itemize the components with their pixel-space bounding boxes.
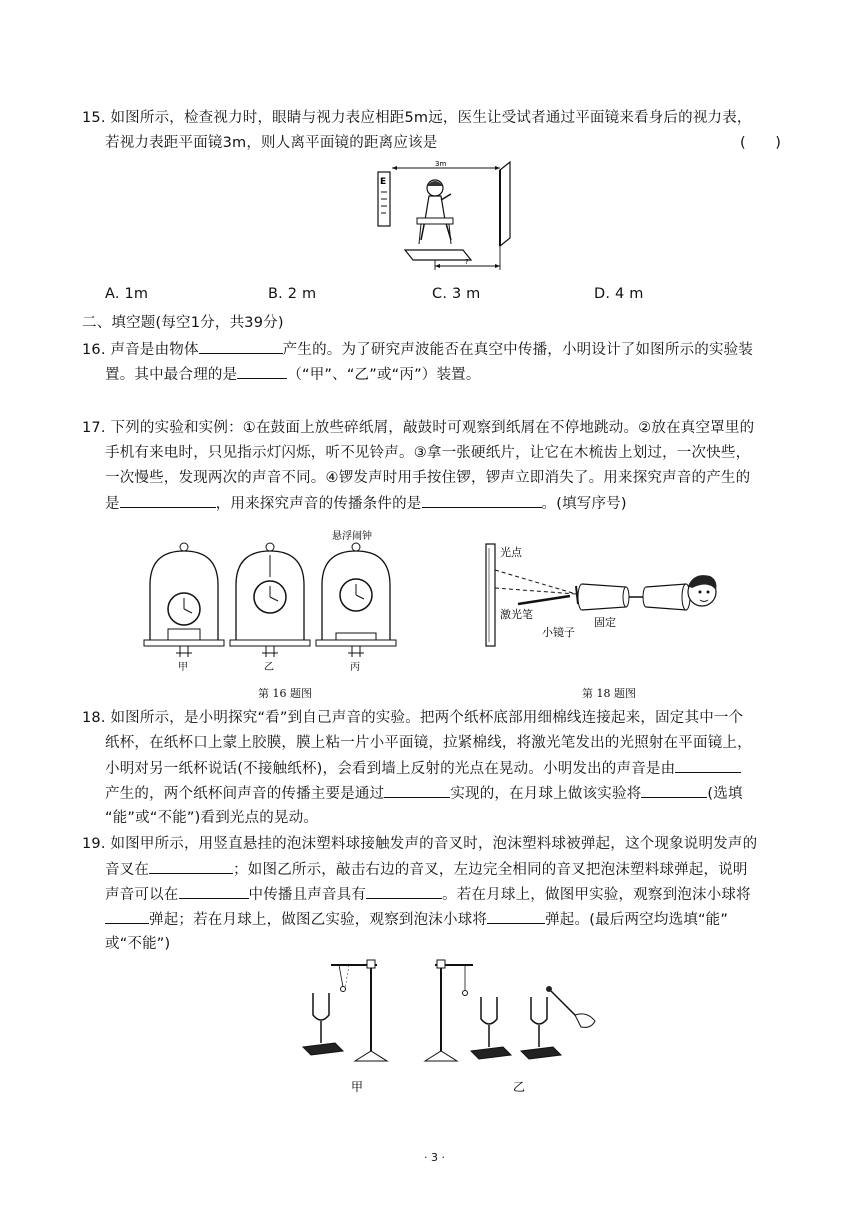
q19-text-d: 中传播且声音具有	[248, 887, 367, 903]
fig16-label-jia: 甲	[178, 662, 188, 673]
fig-unknown-label: ?	[465, 258, 469, 266]
hand	[575, 1014, 595, 1028]
wall	[486, 544, 495, 646]
q18-text-c: 实现的，在月球上做该实验将	[450, 786, 642, 802]
q19-blank-1[interactable]	[149, 859, 233, 874]
fig18-cup-phone	[478, 540, 718, 670]
q18-line2: 纸杯，在纸杯口上蒙上胶膜，膜上粘一片小平面镜，拉紧棉线，将激光笔发出的光照射在平面镜上，	[105, 735, 752, 751]
eye-chart-letter: E	[380, 177, 387, 187]
fig-distance-label: 3m	[435, 160, 447, 168]
q19-line5: 或“不能”)	[105, 936, 171, 952]
q16-text-a: 16. 声音是由物体	[82, 342, 199, 358]
fig19-tuning-forks	[295, 955, 605, 1095]
fig16-label-yi: 乙	[264, 662, 274, 673]
q18-blank-1[interactable]	[675, 758, 741, 773]
q18-line4	[105, 783, 743, 804]
fig18-label-mirror: 小镜子	[542, 626, 575, 639]
fig18-caption: 第 18 题图	[582, 687, 636, 700]
bell-jar-yi	[230, 543, 310, 657]
laser-pen	[518, 596, 570, 604]
fig16-bell-jars	[140, 525, 400, 675]
fig18-label-laser: 激光笔	[500, 608, 533, 621]
q19-blank-5[interactable]	[487, 909, 545, 924]
q19-text-g: 弹起。(最后两空均选填“能”	[545, 912, 729, 928]
q15-line1: 15. 如图所示，检查视力时，眼睛与视力表应相距5m远，医生让受试者通过平面镜来看身后的视力表，	[82, 110, 752, 126]
q19-blank-3[interactable]	[366, 884, 442, 899]
q19-line3	[105, 884, 751, 905]
q18-blank-2[interactable]	[384, 783, 450, 798]
q17-line3: 一次慢些，发现两次的声音不同。④锣发声时用手按住锣，锣声立即消失了。用来探究声音的产生的	[105, 470, 751, 486]
q15-mirror-figure	[365, 158, 525, 273]
q17-text-c: 。(填写序号)	[541, 496, 627, 512]
q15-option-d: D. 4 m	[594, 286, 644, 302]
q16-text-b: 产生的。为了研究声波能否在真空中传播，小明设计了如图所示的实验装	[282, 342, 754, 358]
q18-line3	[105, 758, 741, 779]
q19-text-c: 声音可以在	[105, 887, 179, 903]
q19-line1: 19. 如图甲所示，用竖直悬挂的泡沫塑料球接触发声的音叉时，泡沫塑料球被弹起，这个现象说明发声的	[82, 836, 758, 852]
q16-text-c: 置。其中最合理的是	[105, 367, 238, 383]
q19-blank-2[interactable]	[179, 884, 249, 899]
q17-line4	[105, 493, 627, 514]
q18-blank-3[interactable]	[641, 783, 707, 798]
bell-jar-bing	[316, 543, 396, 657]
q16-text-d: （“甲”、“乙”或“丙”）装置。	[287, 367, 481, 383]
q19-text-e: 。若在月球上，做图甲实验，观察到泡沫小球将	[442, 887, 751, 903]
fig19-setup-jia	[303, 960, 387, 1061]
q16-blank-2[interactable]	[237, 364, 287, 379]
q18-text-d: (选填	[707, 786, 743, 802]
q18-line5: “能”或“不能”)看到光点的晃动。	[105, 810, 319, 826]
fig19-setup-yi	[425, 960, 595, 1061]
section-title: 二、填空题(每空1分，共39分)	[82, 315, 284, 331]
bell-jar-jia	[144, 543, 224, 657]
q18-line1: 18. 如图所示，是小明探究“看”到自己声音的实验。把两个纸杯底部用细棉线连接起来，固定其中一个	[82, 710, 744, 726]
q19-blank-4[interactable]	[105, 909, 149, 924]
plane-mirror	[500, 162, 510, 246]
page-number: · 3 ·	[424, 1151, 445, 1164]
q17-text-a: 是	[105, 496, 120, 512]
q15-answer-paren: ( )	[740, 135, 782, 151]
q15-option-a: A. 1m	[105, 286, 149, 302]
q17-text-b: ，用来探究声音的传播条件的是	[215, 496, 422, 512]
q16-blank-1[interactable]	[199, 339, 283, 354]
fig16-top-label: 悬浮闹钟	[332, 531, 372, 542]
fig18-label-fixed: 固定	[594, 616, 616, 629]
fig16-label-bing: 丙	[350, 662, 360, 673]
q15-line2: 若视力表距平面镜3m，则人离平面镜的距离应该是	[105, 135, 438, 151]
q17-line2: 手机有来电时，只见指示灯闪烁，听不见铃声。③拿一张硬纸片，让它在木梳齿上划过，一次快些，	[105, 445, 751, 461]
q18-text-b: 产生的，两个纸杯间声音的传播主要是通过	[105, 786, 385, 802]
fig19-label-yi: 乙	[513, 1080, 526, 1094]
q17-blank-2[interactable]	[422, 493, 542, 508]
fig18-label-light: 光点	[500, 546, 522, 559]
fig16-caption: 第 16 题图	[258, 687, 312, 700]
q19-text-f: 弹起；若在月球上，做图乙实验，观察到泡沫小球将	[149, 912, 488, 928]
q15-option-b: B. 2 m	[268, 286, 317, 302]
q17-line1: 17. 下列的实验和实例：①在鼓面上放些碎纸屑，敲鼓时可观察到纸屑在不停地跳动。②放在真空罩里的	[82, 420, 755, 436]
fig19-label-jia: 甲	[351, 1080, 364, 1094]
q19-text-a: 音叉在	[105, 862, 150, 878]
q19-line2	[105, 859, 748, 880]
q19-line4	[105, 909, 728, 930]
q15-option-c: C. 3 m	[432, 286, 481, 302]
q16-line1	[82, 339, 753, 360]
q19-text-b: ；如图乙所示，敲击右边的音叉，左边完全相同的音叉把泡沫塑料球弹起，说明	[233, 862, 748, 878]
q17-blank-1[interactable]	[120, 493, 216, 508]
q16-line2	[105, 364, 481, 385]
q18-text-a: 小明对另一纸杯说话(不接触纸杯)，会看到墙上反射的光点在晃动。小明发出的声音是由	[105, 761, 676, 777]
